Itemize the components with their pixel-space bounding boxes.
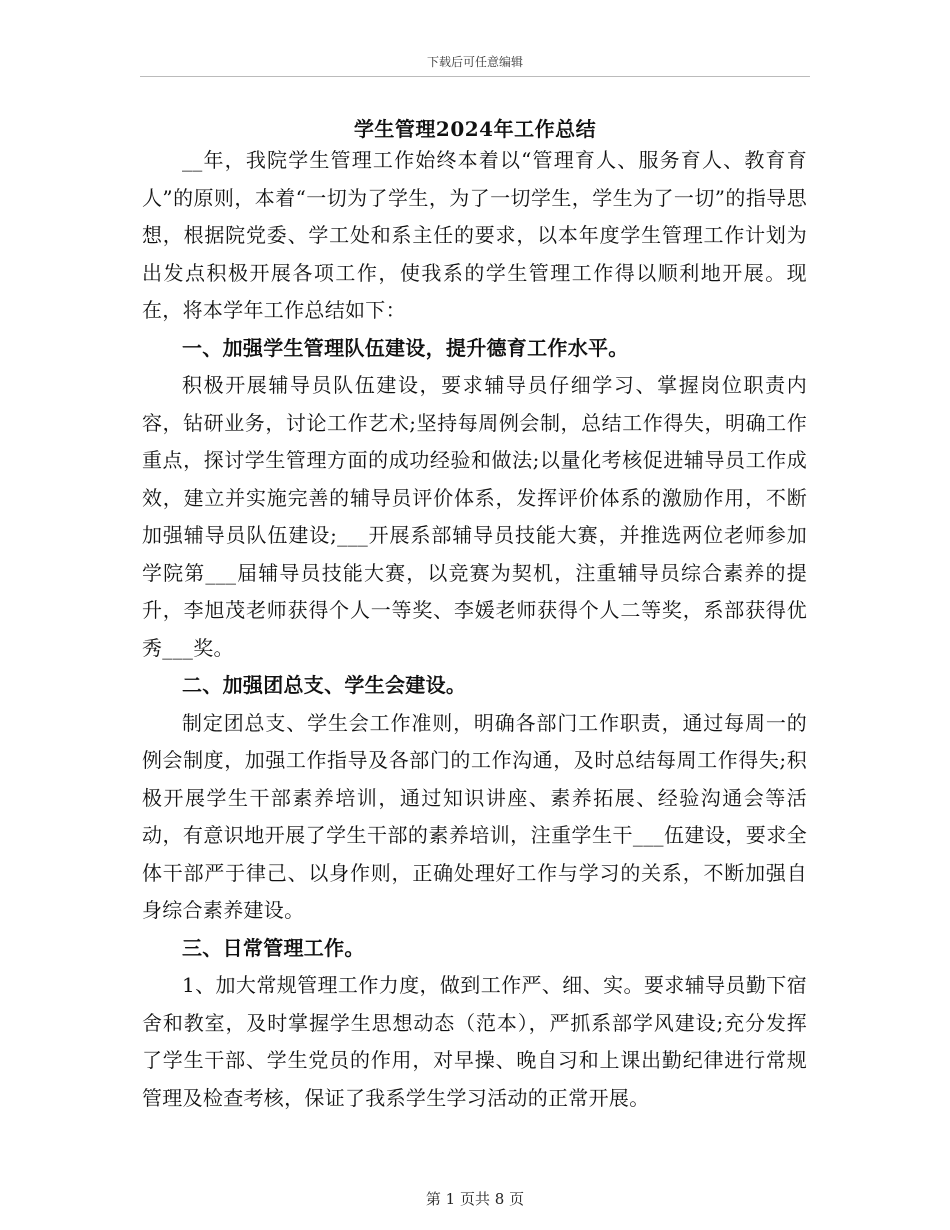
page-footer: 第 1 页共 8 页 [425,1190,525,1208]
section-3-paragraph: 1、加大常规管理工作力度，做到工作严、细、实。要求辅导员勤下宿舍和教室，及时掌握学生思想动态（范本），严抓系部学风建设;充分发挥了学生干部、学生党员的作用，对早操、晚自习和上课出勤纪律进行常规管理及检查考核，保证了我系学生学习活动的正常开展。 [142,973,807,1110]
section-1-paragraph: 积极开展辅导员队伍建设，要求辅导员仔细学习、掌握岗位职责内容，钻研业务，讨论工作艺术;坚持每周例会制，总结工作得失，明确工作重点，探讨学生管理方面的成功经验和做法;以量化考核促进辅导员工作成效，建立并实施完善的辅导员评价体系，发挥评价体系的激励作用，不断加强辅导员队伍建设;___开展系部辅导员技能大赛，并推选两位老师参加学院第___届辅导员技能大赛，以竞赛为契机，注重辅导员综合素养的提升，李旭茂老师获得个人一等奖、李媛老师获得个人二等奖，系部获得优秀___奖。 [142,373,807,660]
intro-paragraph: __年，我院学生管理工作始终本着以“管理育人、服务育人、教育育人”的原则，本着“一切为了学生，为了一切学生，学生为了一切”的指导思想，根据院党委、学工处和系主任的要求，以本年度学生管理工作计划为出发点积极开展各项工作，使我系的学生管理工作得以顺利地开展。现在，将本学年工作总结如下： [142,148,807,322]
page-header: 下载后可任意编辑 [426,55,523,69]
document-body [142,142,807,1117]
section-2-paragraph: 制定团总支、学生会工作准则，明确各部门工作职责，通过每周一的例会制度，加强工作指导及各部门的工作沟通，及时总结每周工作得失;积极开展学生干部素养培训，通过知识讲座、素养拓展、经验沟通会等活动，有意识地开展了学生干部的素养培训，注重学生干___伍建设，要求全体干部严于律己、以身作则，正确处理好工作与学习的关系，不断加强自身综合素养建设。 [142,710,807,922]
section-heading-3: 三、日常管理工作。 [182,935,365,960]
section-heading-2: 二、加强团总支、学生会建设。 [182,673,467,697]
document-title: 学生管理2024年工作总结 [353,117,597,141]
section-heading-1: 一、加强学生管理队伍建设，提升德育工作水平。 [182,335,629,360]
header-divider [140,76,810,77]
